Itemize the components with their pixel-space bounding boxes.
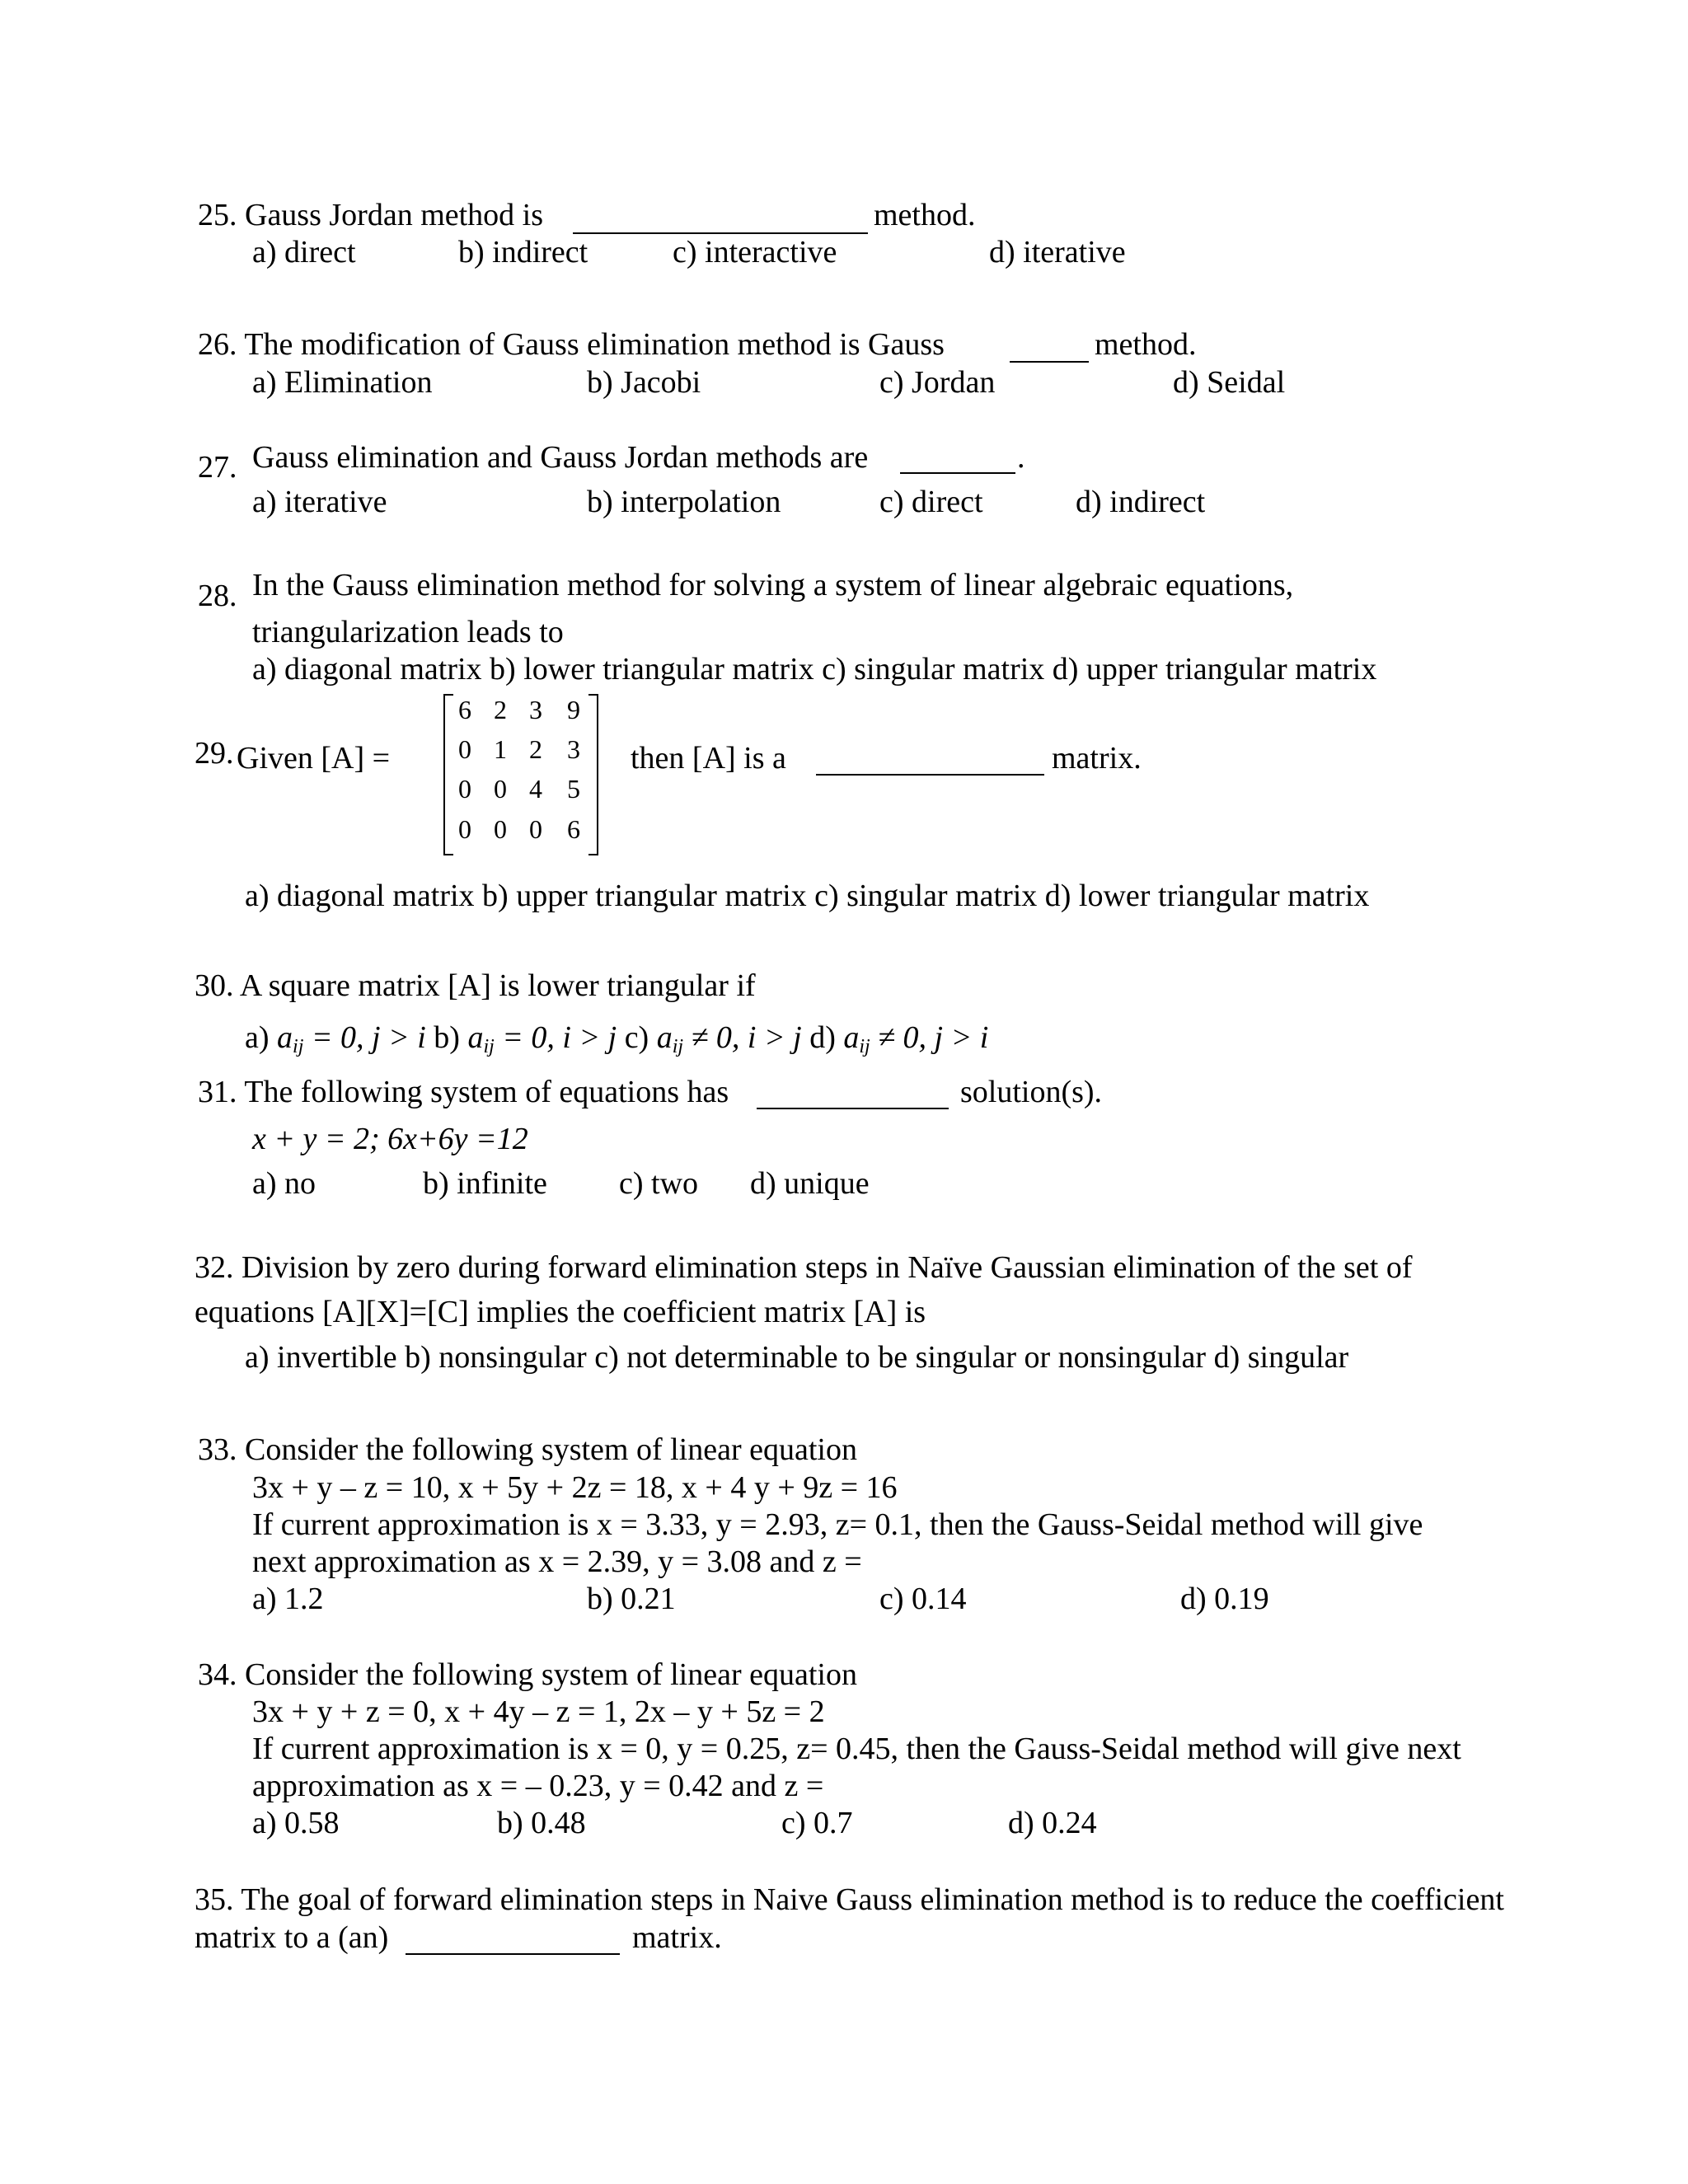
q33-equations: 3x + y – z = 10, x + 5y + 2z = 18, x + 4 y + 9z = 16 bbox=[252, 1470, 898, 1505]
q31-option-d: d) unique bbox=[750, 1166, 870, 1201]
q27-stem: Gauss elimination and Gauss Jordan methods are bbox=[252, 440, 869, 475]
q34-option-d: d) 0.24 bbox=[1008, 1806, 1097, 1840]
q27-option-b: b) interpolation bbox=[587, 485, 781, 519]
q27-option-c: c) direct bbox=[879, 485, 983, 519]
q33-option-b: b) 0.21 bbox=[587, 1582, 676, 1616]
q25-option-a: a) direct bbox=[252, 235, 356, 269]
q33-line1: 33. Consider the following system of linear equation bbox=[198, 1432, 857, 1467]
q30-var-a: a bbox=[277, 1020, 293, 1055]
q29-after: matrix. bbox=[1052, 741, 1142, 776]
matrix-cell: 0 bbox=[494, 774, 507, 804]
q30-stem: 30. A square matrix [A] is lower triangular if bbox=[195, 968, 756, 1003]
matrix-cell: 9 bbox=[567, 695, 580, 724]
q25-option-b: b) indirect bbox=[458, 235, 588, 269]
q26-after: method. bbox=[1095, 327, 1197, 362]
q30-var-c: a bbox=[656, 1020, 673, 1055]
q31-equations: x + y = 2; 6x+6y =12 bbox=[252, 1122, 528, 1156]
q30-var-d: a bbox=[843, 1020, 860, 1055]
q31-option-c: c) two bbox=[619, 1166, 699, 1201]
q31-option-a: a) no bbox=[252, 1166, 316, 1201]
q33-option-a: a) 1.2 bbox=[252, 1582, 324, 1616]
q30-label-c: c) bbox=[624, 1020, 649, 1055]
q29-given: Given [A] = bbox=[237, 741, 391, 776]
q31-blank bbox=[757, 1108, 949, 1109]
q30-label-a: a) bbox=[245, 1020, 270, 1055]
matrix-cell: 6 bbox=[567, 814, 580, 844]
matrix-cell: 2 bbox=[494, 695, 507, 724]
q29-options: a) diagonal matrix b) upper triangular matrix c) singular matrix d) lower triangular matrix bbox=[245, 879, 1370, 913]
q27-option-d: d) indirect bbox=[1076, 485, 1206, 519]
q34-option-a: a) 0.58 bbox=[252, 1806, 340, 1840]
q35-after: matrix. bbox=[632, 1920, 722, 1955]
q25-after: method. bbox=[874, 198, 976, 232]
q30-sub-d: ij bbox=[859, 1036, 870, 1057]
matrix-cell: 0 bbox=[458, 734, 471, 764]
matrix-cell: 0 bbox=[458, 774, 471, 804]
q27-number: 27. bbox=[198, 450, 237, 485]
q30-sub-b: ij bbox=[483, 1036, 495, 1057]
q27-option-a: a) iterative bbox=[252, 485, 387, 519]
q34-option-b: b) 0.48 bbox=[497, 1806, 586, 1840]
q32-options: a) invertible b) nonsingular c) not determinable to be singular or nonsingular d) singular bbox=[245, 1340, 1349, 1375]
matrix-cell: 3 bbox=[567, 734, 580, 764]
q34-line1: 34. Consider the following system of linear equation bbox=[198, 1657, 857, 1692]
q26-blank bbox=[1010, 361, 1089, 363]
q30-options bbox=[245, 1020, 989, 1057]
q33-option-c: c) 0.14 bbox=[879, 1582, 967, 1616]
q34-line4: approximation as x = – 0.23, y = 0.42 and z = bbox=[252, 1769, 824, 1803]
q30-sub-c: ij bbox=[672, 1036, 684, 1057]
q33-line4: next approximation as x = 2.39, y = 3.08 and z = bbox=[252, 1544, 862, 1579]
q30-label-b: b) bbox=[434, 1020, 460, 1055]
q26-stem: 26. The modification of Gauss elimination method is Gauss bbox=[198, 327, 945, 362]
q27-after: . bbox=[1017, 440, 1025, 475]
matrix-left-bracket bbox=[443, 694, 453, 855]
q25-blank bbox=[573, 232, 868, 234]
q30-var-b: a bbox=[467, 1020, 484, 1055]
q28-line1: In the Gauss elimination method for solving a system of linear algebraic equations, bbox=[252, 568, 1294, 602]
q35-line1: 35. The goal of forward elimination steps in Naive Gauss elimination method is to reduce the coefficient bbox=[195, 1882, 1504, 1917]
q31-option-b: b) infinite bbox=[423, 1166, 547, 1201]
matrix-cell: 0 bbox=[458, 814, 471, 844]
q34-line3: If current approximation is x = 0, y = 0.25, z= 0.45, then the Gauss-Seidal method will give next bbox=[252, 1732, 1461, 1766]
q31-stem: 31. The following system of equations has bbox=[198, 1075, 729, 1109]
q26-option-d: d) Seidal bbox=[1173, 365, 1286, 400]
matrix-cell: 2 bbox=[529, 734, 542, 764]
q26-option-b: b) Jacobi bbox=[587, 365, 701, 400]
q30-expr-c: ≠ 0, i > j bbox=[691, 1020, 802, 1055]
q25-option-d: d) iterative bbox=[989, 235, 1126, 269]
q33-option-d: d) 0.19 bbox=[1180, 1582, 1269, 1616]
q30-label-d: d) bbox=[809, 1020, 836, 1055]
matrix-cell: 4 bbox=[529, 774, 542, 804]
q30-sub-a: ij bbox=[293, 1036, 304, 1057]
q28-number: 28. bbox=[198, 579, 237, 613]
matrix-cell: 6 bbox=[458, 695, 471, 724]
q32-line1: 32. Division by zero during forward elimination steps in Naïve Gaussian elimination of the set of bbox=[195, 1250, 1413, 1285]
q25-option-c: c) interactive bbox=[673, 235, 837, 269]
q35-blank bbox=[406, 1953, 620, 1955]
matrix-cell: 1 bbox=[494, 734, 507, 764]
q26-option-c: c) Jordan bbox=[879, 365, 996, 400]
q32-line2: equations [A][X]=[C] implies the coefficient matrix [A] is bbox=[195, 1295, 926, 1329]
q25-stem: 25. Gauss Jordan method is bbox=[198, 198, 544, 232]
q28-line2: triangularization leads to bbox=[252, 615, 564, 649]
q29-blank bbox=[816, 774, 1044, 776]
matrix-cell: 3 bbox=[529, 695, 542, 724]
q30-expr-b: = 0, i > j bbox=[502, 1020, 617, 1055]
matrix-right-bracket bbox=[588, 694, 598, 855]
q29-number: 29. bbox=[195, 736, 234, 771]
q29-then: then [A] is a bbox=[631, 741, 786, 776]
matrix-cell: 0 bbox=[494, 814, 507, 844]
q26-option-a: a) Elimination bbox=[252, 365, 433, 400]
matrix-cell: 5 bbox=[567, 774, 580, 804]
matrix-cell: 0 bbox=[529, 814, 542, 844]
q28-options: a) diagonal matrix b) lower triangular matrix c) singular matrix d) upper triangular matrix bbox=[252, 652, 1377, 687]
q33-line3: If current approximation is x = 3.33, y = 2.93, z= 0.1, then the Gauss-Seidal method will give bbox=[252, 1507, 1423, 1542]
q31-after: solution(s). bbox=[960, 1075, 1103, 1109]
q27-blank bbox=[900, 472, 1015, 474]
q30-expr-a: = 0, j > i bbox=[311, 1020, 426, 1055]
q35-line2: matrix to a (an) bbox=[195, 1920, 389, 1955]
q34-equations: 3x + y + z = 0, x + 4y – z = 1, 2x – y + 5z = 2 bbox=[252, 1694, 825, 1729]
q34-option-c: c) 0.7 bbox=[781, 1806, 853, 1840]
q30-expr-d: ≠ 0, j > i bbox=[878, 1020, 989, 1055]
